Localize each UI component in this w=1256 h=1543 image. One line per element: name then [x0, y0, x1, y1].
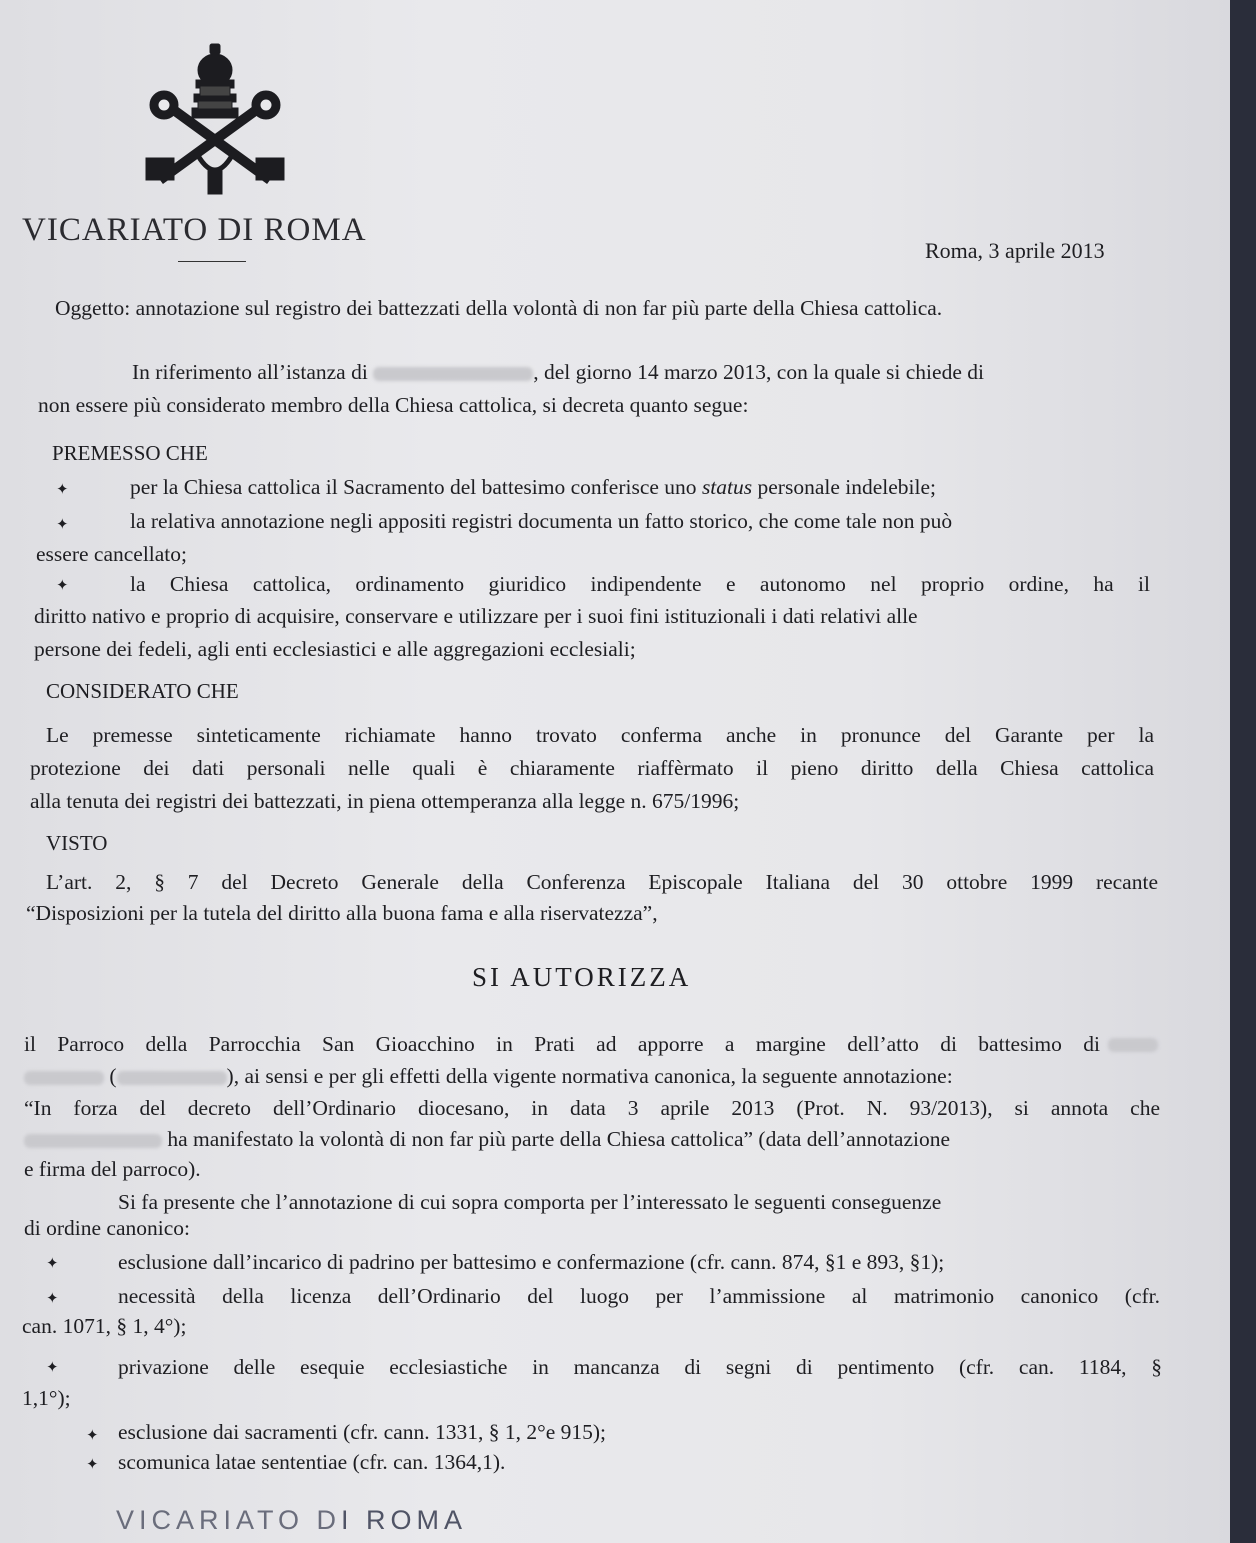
bullet-icon: ✦	[86, 1457, 99, 1473]
visto-heading: VISTO	[46, 831, 108, 855]
bullet-icon: ✦	[46, 1291, 59, 1307]
document-date: Roma, 3 aprile 2013	[925, 238, 1105, 263]
considerato-line-3: alla tenuta dei registri dei battezzati, in piena ottemperanza alla legge n. 675/1996;	[30, 789, 740, 813]
body-line-1: il Parroco della Parrocchia San Gioacchino in Prati ad apporre a margine dell’atto di battesimo di	[24, 1032, 1100, 1056]
subject-line: Oggetto: annotazione sul registro dei battezzati della volontà di non far più parte della Chiesa cattolica.	[55, 296, 943, 320]
bullet-icon: ✦	[56, 482, 69, 498]
consequence-2-line-1: necessità della licenza dell’Ordinario del luogo per l’ammissione al matrimonio canonico (cfr.	[118, 1284, 1160, 1308]
intro-line-1: In riferimento all’istanza di , del giorno 14 marzo 2013, con la quale si chiede di	[132, 360, 984, 384]
bullet-icon: ✦	[56, 578, 69, 594]
premesso-item-3-line-2: diritto nativo e proprio di acquisire, conservare e utilizzare per i suoi fini istituzionali i dati relativi alle	[34, 604, 918, 628]
considerato-line-1: Le premesse sinteticamente richiamate hanno trovato conferma anche in pronunce del Garante per la	[46, 723, 1154, 747]
visto-line-2: “Disposizioni per la tutela del diritto alla buona fama e alla riservatezza”,	[26, 901, 658, 925]
premesso-item-2-line-1: la relativa annotazione negli appositi registri documenta un fatto storico, che come tale non può	[130, 509, 953, 533]
org-title: VICARIATO DI ROMA	[22, 212, 367, 248]
body-line-5: e firma del parroco).	[24, 1157, 201, 1181]
bullet-icon: ✦	[46, 1256, 59, 1272]
visto-line-1: L’art. 2, § 7 del Decreto Generale della Conferenza Episcopale Italiana del 30 ottobre 1999 recante	[46, 870, 1158, 894]
body-line-6: Si fa presente che l’annotazione di cui sopra comporta per l’interessato le seguenti conseguenze	[118, 1190, 942, 1214]
body-line-7: di ordine canonico:	[24, 1216, 190, 1240]
consequence-4: esclusione dai sacramenti (cfr. cann. 1331, § 1, 2°e 915);	[118, 1420, 607, 1444]
redacted-birthdate	[117, 1071, 227, 1085]
footer-stamp: VICARIATO DI ROMA	[116, 1505, 468, 1535]
background-edge	[1230, 0, 1256, 1543]
redacted-surname	[24, 1071, 104, 1085]
premesso-item-3-line-1: la Chiesa cattolica, ordinamento giuridico indipendente e autonomo nel proprio ordine, ha il	[130, 572, 1150, 596]
bullet-icon: ✦	[86, 1428, 99, 1444]
premesso-item-2-line-2: essere cancellato;	[36, 542, 188, 566]
consequence-3-line-2: 1,1°);	[22, 1386, 71, 1410]
premesso-heading: PREMESSO CHE	[52, 441, 208, 465]
considerato-line-2: protezione dei dati personali nelle quali è chiaramente riaffèrmato il pieno diritto della Chiesa cattolica	[30, 756, 1154, 780]
consequence-1: esclusione dall’incarico di padrino per battesimo e confermazione (cfr. cann. 874, §1 e 893, §1);	[118, 1250, 945, 1274]
consequence-3-line-1: privazione delle esequie ecclesiastiche in mancanza di segni di pentimento (cfr. can. 1184, §	[118, 1355, 1162, 1379]
premesso-item-1: per la Chiesa cattolica il Sacramento del battesimo conferisce uno status personale indelebile;	[130, 475, 936, 499]
consequence-5: scomunica latae sententiae (cfr. can. 1364,1).	[118, 1450, 506, 1474]
redacted-name	[1108, 1038, 1158, 1052]
bullet-icon: ✦	[56, 517, 69, 533]
body-line-2: ( ), ai sensi e per gli effetti della vigente normativa canonica, la seguente annotazione:	[24, 1066, 953, 1088]
title-divider	[178, 261, 246, 262]
premesso-item-3-line-3: persone dei fedeli, agli enti ecclesiastici e alle aggregazioni ecclesiali;	[34, 637, 636, 661]
considerato-heading: CONSIDERATO CHE	[46, 679, 239, 703]
body-line-3: “In forza del decreto dell’Ordinario diocesano, in data 3 aprile 2013 (Prot. N. 93/2013), si annota che	[24, 1096, 1160, 1120]
redacted-name	[373, 367, 533, 381]
redacted-full-name	[24, 1134, 162, 1148]
intro-line-2: non essere più considerato membro della Chiesa cattolica, si decreta quanto segue:	[38, 393, 749, 417]
bullet-icon: ✦	[46, 1360, 59, 1376]
authorize-heading: SI AUTORIZZA	[472, 962, 692, 992]
papal-emblem-icon	[140, 40, 290, 200]
consequence-2-line-2: can. 1071, § 1, 4°);	[22, 1314, 187, 1338]
body-line-4: ha manifestato la volontà di non far più parte della Chiesa cattolica” (data dell’annotazione	[24, 1129, 950, 1151]
